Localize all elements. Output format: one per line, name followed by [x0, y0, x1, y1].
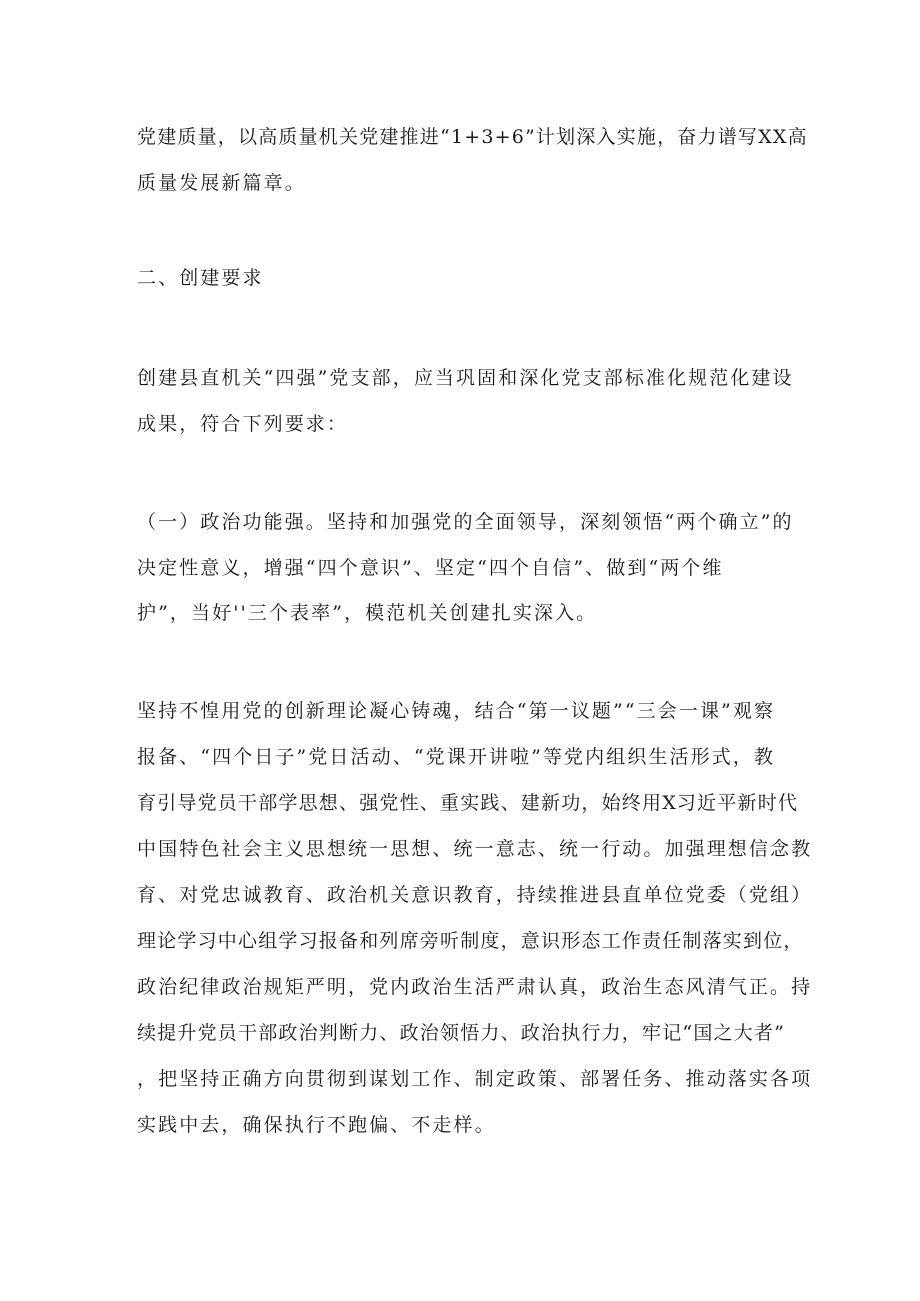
section-heading: 二、创建要求: [137, 267, 264, 289]
text-line: 育、对党忠诚教育、政治机关意识教育，持续推进县直单位党委（党组）: [137, 884, 813, 906]
text-line: 党建质量，以高质量机关党建推进“1+3+6”计划深入实施，奋力谱写XX高: [137, 126, 808, 148]
text-line: 护”，当好''三个表率”，模范机关创建扎实深入。: [137, 602, 598, 624]
text-line: 成果，符合下列要求：: [137, 413, 349, 435]
text-line: 育引导党员干部学思想、强党性、重实践、建新功，始终用X习近平新时代: [137, 792, 799, 814]
text-line: 创建县直机关“四强”党支部，应当巩固和深化党支部标准化规范化建设: [137, 367, 794, 389]
text-line: 续提升党员干部政治判断力、政治领悟力、政治执行力，牢记“国之大者”: [137, 1022, 786, 1044]
text-line: 坚持不惶用党的创新理论凝心铸魂，结合“第一议题”“三会一课”观察: [137, 700, 776, 722]
text-line: ，把坚持正确方向贯彻到谋划工作、制定政策、部署任务、推动落实各项: [137, 1068, 813, 1090]
text-line: 报备、“四个日子”党日活动、“党课开讲啦”等党内组织生活形式，教: [137, 746, 776, 768]
text-line: （一）政治功能强。坚持和加强党的全面领导，深刻领悟“两个确立”的: [137, 511, 794, 533]
text-line: 政治纪律政治规矩严明，党内政治生活严肃认真，政治生态风清气正。持: [137, 976, 813, 998]
text-line: 中国特色社会主义思想统一思想、统一意志、统一行动。加强理想信念教: [137, 838, 813, 860]
text-line: 理论学习中心组学习报备和列席旁听制度，意识形态工作责任制落实到位，: [137, 930, 804, 952]
text-line: 质量发展新篇章。: [137, 172, 306, 194]
text-line: 决定性意义，增强“四个意识”、坚定“四个自信”、做到“两个维: [137, 557, 724, 579]
text-line: 实践中去，确保执行不跑偏、不走样。: [137, 1114, 496, 1136]
